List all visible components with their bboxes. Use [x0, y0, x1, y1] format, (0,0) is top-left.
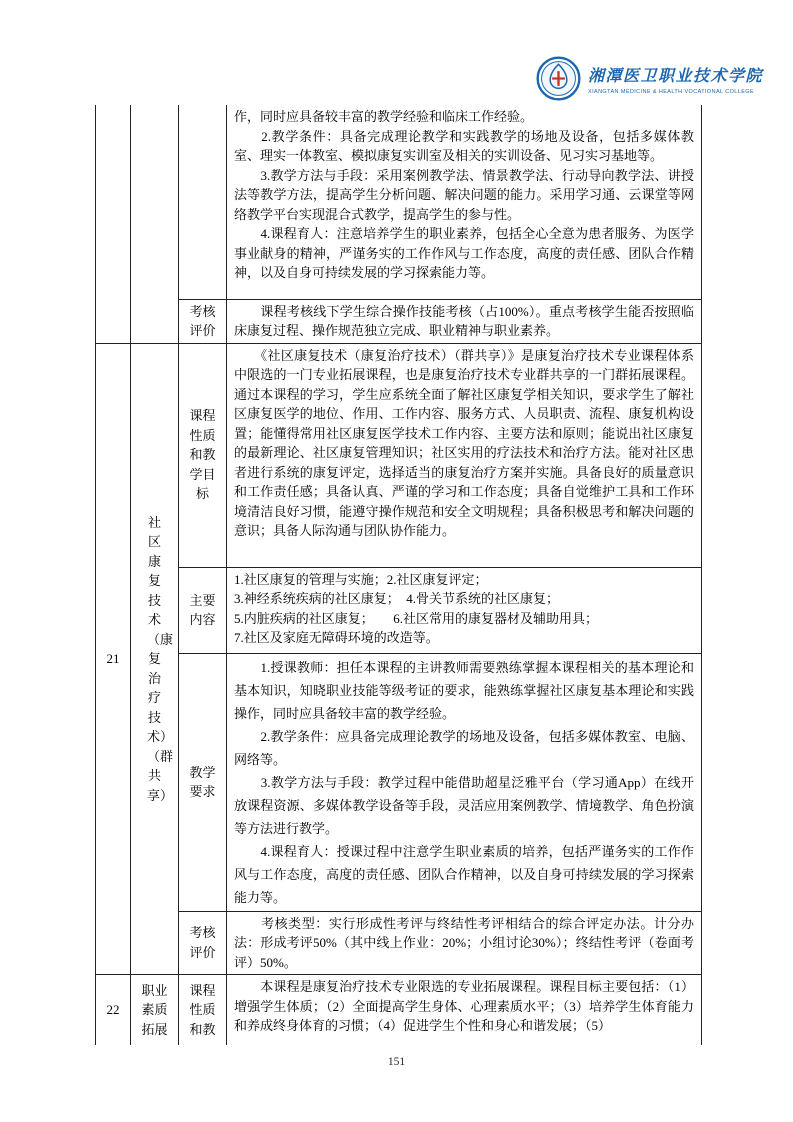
paragraph: 3.神经系统疾病的社区康复； 4.骨关节系统的社区康复；: [234, 591, 560, 606]
college-emblem-icon: [536, 56, 581, 101]
page-number: 151: [387, 1056, 406, 1068]
section-content: [227, 105, 702, 299]
table-row-continuation-assessment: [96, 299, 702, 343]
paragraph: 4.课程育人：注意培养学生的职业素养，包括全心全意为患者服务、为医学事业献身的精神，严谨务实的工作作风与工作态度，高度的责任感、团队合作精神，以及自身可持续发展的学习探索能力等。: [234, 226, 694, 280]
section-label-cell: [179, 105, 227, 299]
section-label-cell: [179, 343, 227, 567]
row-number-cell: 21: [96, 343, 131, 975]
college-name-cn: 湘潭医卫职业技术学院: [588, 68, 764, 85]
course-name-cell: [131, 343, 179, 975]
section-label-cell: [179, 653, 227, 911]
course-table: [95, 105, 702, 1045]
paragraph: 《社区康复技术（康复治疗技术）（群共享）》是康复治疗技术专业课程体系中限选的一门专业拓展课程，也是康复治疗技术专业群共享的一门群拓展课程。通过本课程的学习，学生应系统全面了解社区康复学相关知识，要求学生了解社区康复医学的地位、作用、工作内容、服务方式、人员职责、流程、康复机构设置；能懂得常用社区康复医学技术工作内容、主要方法和原则；能说出社区康复的最新理论、社区康复管理知识；社区实用的疗法技术和治疗方法。能对社区患者进行系统的康复评定，选择适当的康复治疗方案并实施。具备良好的质量意识和工作责任感；具备认真、严谨的学习和工作态度；具备自觉维护工具和工作环境清洁良好习惯，能遵守操作规范和安全文明规程；具备积极思考和解决问题的意识；具备人际沟通与团队协作能力。: [234, 347, 694, 538]
section-label: 课程性质和教: [189, 982, 216, 1037]
paragraph: 本课程是康复治疗技术专业限选的专业拓展课程。课程目标主要包括：（1）增强学生体质；（2）全面提高学生身体、心理素质水平；（3）培养学生体育能力和养成终身体育的习惯；（4）促进学生个性和身心和谐发展；（5）: [234, 979, 694, 1033]
paragraph: 5.内脏疾病的社区康复； 6.社区常用的康复器材及辅助用具；: [234, 610, 599, 626]
paragraph: 课程考核线下学生综合操作技能考核（占100%）。重点考核学生能否按照临床康复过程、操作规范独立完成、职业精神与职业素养。: [234, 303, 694, 338]
table-row-21: [96, 343, 702, 567]
section-content: [227, 567, 702, 653]
section-label: 教学要求: [189, 764, 216, 799]
paragraph: 3.教学方法与手段：采用案例教学法、情景教学法、行动导向教学法、讲授法等教学方法，提高学生分析问题、解决问题的能力。采用学习通、云课堂等网络教学平台实现混合式教学，提高学生的参与性。: [234, 167, 694, 222]
college-logo: [536, 56, 763, 101]
table-row-21-content: [96, 567, 702, 653]
section-label: 课程性质和教学目标: [189, 408, 216, 502]
course-name-cell: [131, 975, 179, 1045]
paragraph: 7.社区及家庭无障碍环境的改造等。: [234, 630, 439, 645]
row-number-cell: [96, 105, 131, 343]
college-name-block: [588, 56, 763, 95]
section-content: [227, 911, 702, 975]
paragraph: 1.社区康复的管理与实施；2.社区康复评定；: [234, 571, 488, 587]
section-label-cell: [179, 567, 227, 653]
college-name-en: XIANGTAN MEDICINE & HEALTH VOCATIONAL COLLEGE: [588, 89, 755, 95]
section-label-cell: [179, 911, 227, 975]
paragraph: 2.教学条件：具备完成理论教学和实践教学的场地及设备，包括多媒体教室、理实一体教室、模拟康复实训室及相关的实训设备、见习实习基地等。: [234, 128, 694, 163]
course-name-cell: [131, 105, 179, 343]
section-label: 考核评价: [189, 925, 216, 960]
section-content: [227, 299, 702, 343]
paragraph: 4.课程育人：授课过程中注意学生职业素质的培养，包括严谨务实的工作作风与工作态度，高度的责任感、团队合作精神，以及自身可持续发展的学习探索能力等。: [234, 843, 694, 905]
section-content: [227, 975, 702, 1045]
course-name: 职业素质拓展: [141, 982, 168, 1037]
paragraph: 1.授课教师：担任本课程的主讲教师需要熟练掌握本课程相关的基本理论和基本知识，知晓职业技能等级考证的要求，能熟练掌握社区康复基本理论和实践操作，同时应具备较丰富的教学经验。: [234, 659, 694, 721]
paragraph: 作，同时应具备较丰富的教学经验和临床工作经验。: [234, 109, 534, 124]
paragraph: 考核类型：实行形成性考评与终结性考评相结合的综合评定办法。计分办法：形成考评50%（其中线上作业：20%；小组讨论30%）；终结性考评（卷面考评）50%。: [234, 915, 694, 970]
course-name: 社区康复技术（康复治疗技术）（群共享）: [147, 514, 174, 803]
table-row-21-requirements: [96, 653, 702, 911]
table-row-21-assessment: [96, 911, 702, 975]
paragraph: 2.教学条件：应具备完成理论教学的场地及设备，包括多媒体教室、电脑、网络等。: [234, 728, 694, 767]
row-number-cell: 22: [96, 975, 131, 1045]
section-label: 考核评价: [189, 303, 216, 338]
section-label-cell: [179, 299, 227, 343]
section-content: [227, 653, 702, 911]
table-row-22: [96, 975, 702, 1045]
section-label: 主要内容: [189, 592, 216, 627]
table-row-continuation: [96, 105, 702, 299]
paragraph: 3.教学方法与手段：教学过程中能借助超星泛雅平台（学习通App）在线开放课程资源、多媒体教学设备等手段，灵活应用案例教学、情境教学、角色扮演等方法进行教学。: [234, 774, 694, 836]
section-label-cell: [179, 975, 227, 1045]
section-content: [227, 343, 702, 567]
